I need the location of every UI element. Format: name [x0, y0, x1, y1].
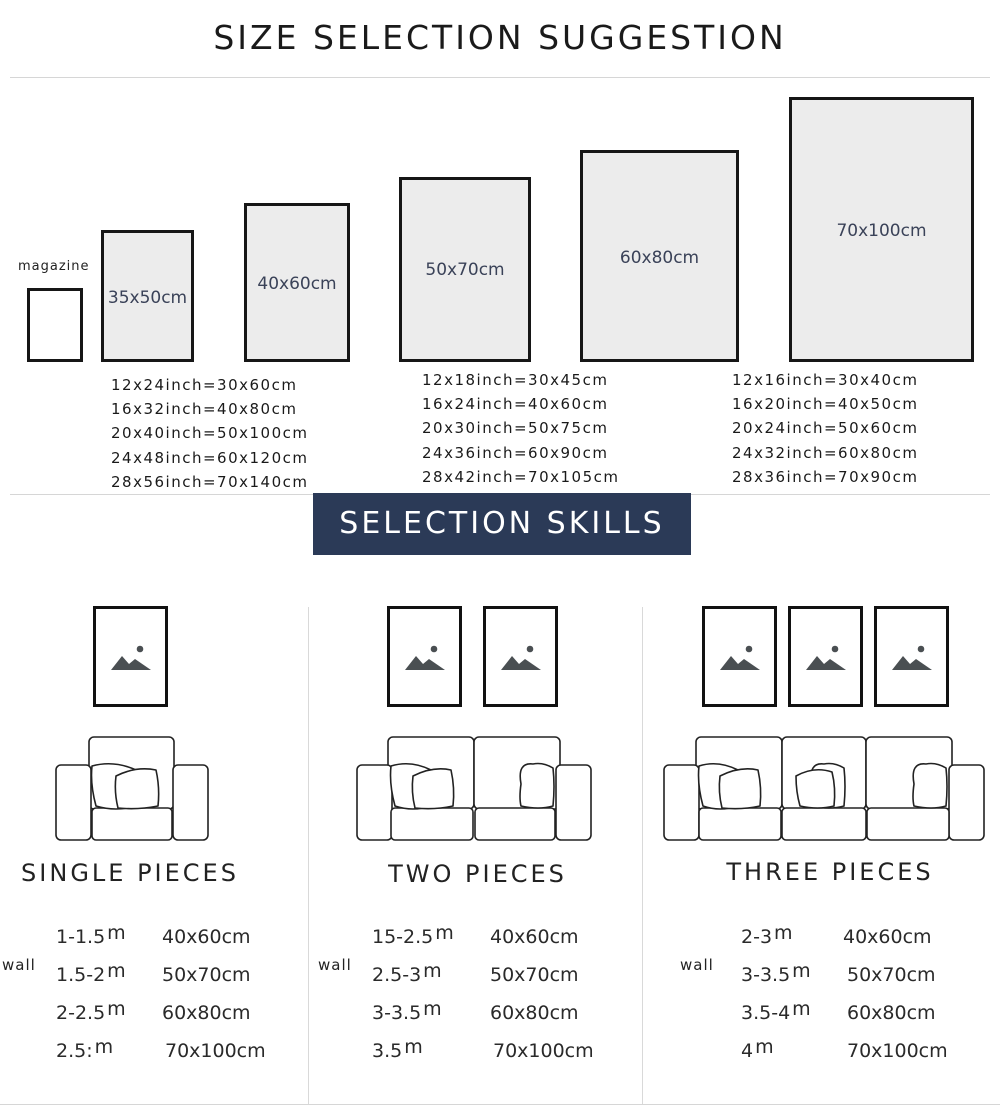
frame-size-label: 50x70cm — [425, 260, 505, 280]
wall-range-value: 3.5-4 — [741, 1002, 791, 1024]
unit: m — [755, 1036, 774, 1058]
magazine-label: magazine — [18, 259, 90, 274]
recommended-size: 50x70cm — [490, 964, 579, 986]
wall-range — [741, 922, 793, 948]
recommended-size: 40x60cm — [843, 926, 932, 948]
mountain-sun-icon — [405, 644, 445, 670]
divider — [10, 77, 990, 78]
size-list-item: 12x16inch=30x40cm — [732, 371, 919, 389]
recommended-size: 60x80cm — [162, 1002, 251, 1024]
wall-range-value: 2.5-3 — [372, 964, 422, 986]
column-divider — [308, 607, 309, 1105]
artwork-frame — [788, 606, 863, 707]
column-divider — [642, 607, 643, 1105]
mountain-sun-icon — [806, 644, 846, 670]
wall-range-value: 3.5 — [372, 1040, 403, 1062]
mountain-sun-icon — [892, 644, 932, 670]
wall-range — [741, 998, 811, 1024]
size-list-1 — [111, 373, 309, 494]
sofa-icon — [54, 736, 210, 842]
sofa-icon — [662, 736, 986, 842]
unit: m — [107, 960, 126, 982]
unit: m — [107, 998, 126, 1020]
unit: m — [423, 960, 442, 982]
wall-range-value: 4 — [741, 1040, 754, 1062]
mountain-sun-icon — [111, 644, 151, 670]
two-pieces-heading: TWO PIECES — [388, 860, 567, 888]
wall-range-value: 2-3 — [741, 926, 773, 948]
recommended-size: 50x70cm — [162, 964, 251, 986]
unit: m — [94, 1036, 114, 1058]
unit: m — [435, 922, 454, 944]
frame-size-label: 60x80cm — [619, 248, 700, 268]
wall-range-value: 2.5: — [56, 1040, 93, 1062]
size-list-2 — [422, 368, 620, 489]
size-list-item: 28x42inch=70x105cm — [422, 467, 620, 486]
unit: m — [423, 998, 442, 1020]
recommended-size: 40x60cm — [162, 926, 251, 948]
size-list-item: 24x36inch=60x90cm — [422, 443, 609, 462]
size-list-3 — [732, 368, 918, 489]
wall-label: wall — [318, 956, 352, 974]
wall-range — [741, 960, 811, 986]
wall-range-value: 3-3.5 — [372, 1002, 422, 1024]
size-list-item: 28x56inch=70x140cm — [111, 472, 309, 491]
wall-range — [56, 960, 126, 986]
artwork-frame — [702, 606, 777, 707]
size-list-item: 16x32inch=40x80cm — [111, 400, 298, 419]
divider — [0, 1104, 1000, 1105]
size-list-item: 28x36inch=70x90cm — [732, 467, 919, 486]
artwork-frame — [387, 606, 462, 707]
unit: m — [792, 998, 811, 1020]
recommended-size: 70x100cm — [493, 1040, 594, 1062]
page-title: SIZE SELECTION SUGGESTION — [213, 18, 787, 57]
size-list-item: 24x48inch=60x120cm — [111, 448, 309, 467]
size-list-item: 24x32inch=60x80cm — [732, 443, 919, 462]
single-pieces-heading: SINGLE PIECES — [21, 859, 239, 887]
wall-range-value: 2-2.5 — [56, 1002, 106, 1024]
recommended-size: 50x70cm — [847, 964, 936, 986]
artwork-frame — [874, 606, 949, 707]
frame-50x70 — [399, 177, 531, 362]
recommended-size: 40x60cm — [490, 926, 579, 948]
frame-size-label: 70x100cm — [836, 221, 927, 241]
size-list-item: 20x40inch=50x100cm — [111, 424, 309, 443]
wall-range — [372, 922, 454, 948]
recommended-size: 70x100cm — [165, 1040, 266, 1062]
frame-35x50 — [101, 230, 194, 362]
recommended-size: 60x80cm — [847, 1002, 936, 1024]
mountain-sun-icon — [720, 644, 760, 670]
frame-70x100 — [789, 97, 974, 362]
wall-range-value: 1-1.5 — [56, 926, 106, 948]
size-list-item: 16x20inch=40x50cm — [732, 395, 919, 414]
wall-range — [56, 1036, 114, 1062]
wall-range-value: 1.5-2 — [56, 964, 106, 986]
frame-size-label: 40x60cm — [257, 274, 337, 294]
size-list-item: 12x24inch=30x60cm — [111, 376, 298, 394]
wall-range — [56, 998, 126, 1024]
frame-60x80 — [580, 150, 739, 362]
wall-label: wall — [2, 956, 36, 974]
wall-range-value: 3-3.5 — [741, 964, 791, 986]
frame-40x60 — [244, 203, 350, 362]
magazine-frame — [27, 288, 83, 362]
wall-range — [372, 960, 442, 986]
size-list-item: 16x24inch=40x60cm — [422, 395, 609, 414]
three-pieces-heading: THREE PIECES — [726, 858, 934, 886]
unit: m — [107, 922, 126, 944]
mountain-sun-icon — [501, 644, 541, 670]
artwork-frame — [483, 606, 558, 707]
wall-label: wall — [680, 956, 714, 974]
artwork-frame — [93, 606, 168, 707]
size-list-item: 20x24inch=50x60cm — [732, 419, 919, 438]
recommended-size: 60x80cm — [490, 1002, 579, 1024]
selection-skills-banner: SELECTION SKILLS — [313, 493, 691, 555]
unit: m — [774, 922, 793, 944]
wall-range-value: 15-2.5 — [372, 926, 434, 948]
size-list-item: 20x30inch=50x75cm — [422, 419, 609, 438]
wall-range — [372, 998, 442, 1024]
wall-range — [741, 1036, 774, 1062]
recommended-size: 70x100cm — [847, 1040, 948, 1062]
sofa-icon — [355, 736, 593, 842]
size-list-item: 12x18inch=30x45cm — [422, 371, 609, 389]
wall-range — [372, 1036, 423, 1062]
unit: m — [404, 1036, 423, 1058]
wall-range — [56, 922, 126, 948]
frame-size-label: 35x50cm — [107, 288, 188, 308]
unit: m — [792, 960, 811, 982]
